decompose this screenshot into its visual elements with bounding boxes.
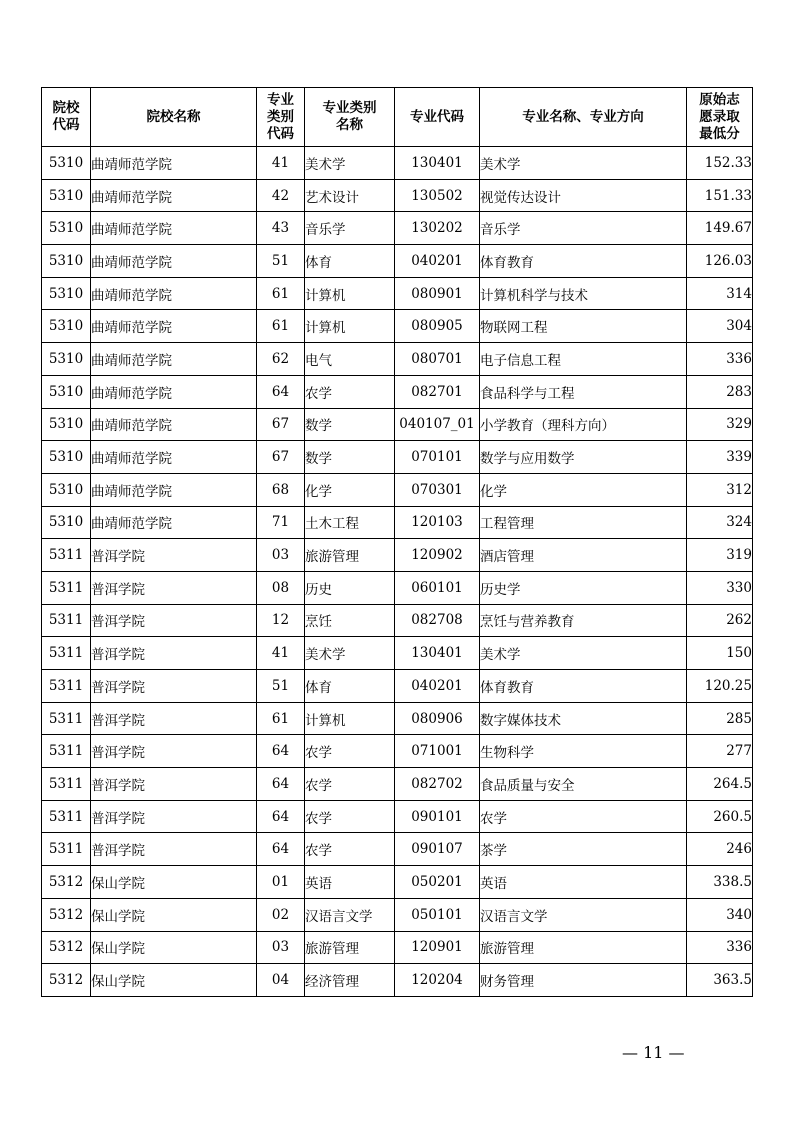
table-row — [42, 147, 753, 180]
cell-major-name: 计算机科学与技术 — [480, 277, 687, 310]
cell-major-code: 040201 — [395, 245, 480, 278]
table-row — [42, 768, 753, 801]
cell-min-score: 126.03 — [687, 245, 753, 278]
cell-category-code: 67 — [257, 441, 305, 474]
table-row — [42, 735, 753, 768]
table-row — [42, 441, 753, 474]
cell-major-name: 历史学 — [480, 571, 687, 604]
cell-min-score: 285 — [687, 702, 753, 735]
cell-category-code: 64 — [257, 735, 305, 768]
header-min-score: 原始志 愿录取 最低分 — [687, 88, 753, 147]
cell-school-code: 5310 — [42, 277, 91, 310]
cell-school-name: 曲靖师范学院 — [91, 147, 257, 180]
cell-category-name: 农学 — [305, 833, 395, 866]
cell-school-name: 曲靖师范学院 — [91, 310, 257, 343]
cell-school-name: 普洱学院 — [91, 735, 257, 768]
cell-school-name: 普洱学院 — [91, 571, 257, 604]
cell-category-code: 67 — [257, 408, 305, 441]
cell-category-name: 体育 — [305, 670, 395, 703]
cell-category-code: 42 — [257, 179, 305, 212]
cell-category-code: 51 — [257, 670, 305, 703]
cell-school-code: 5310 — [42, 441, 91, 474]
cell-school-code: 5310 — [42, 147, 91, 180]
cell-school-name: 普洱学院 — [91, 768, 257, 801]
cell-school-name: 曲靖师范学院 — [91, 212, 257, 245]
cell-school-code: 5310 — [42, 245, 91, 278]
cell-major-code: 090101 — [395, 800, 480, 833]
cell-category-code: 64 — [257, 375, 305, 408]
cell-min-score: 150 — [687, 637, 753, 670]
cell-category-name: 经济管理 — [305, 964, 395, 997]
cell-min-score: 319 — [687, 539, 753, 572]
cell-school-code: 5310 — [42, 212, 91, 245]
cell-school-name: 普洱学院 — [91, 670, 257, 703]
cell-major-code: 120204 — [395, 964, 480, 997]
header-category-name: 专业类别 名称 — [305, 88, 395, 147]
cell-min-score: 314 — [687, 277, 753, 310]
cell-category-code: 61 — [257, 277, 305, 310]
cell-school-code: 5310 — [42, 473, 91, 506]
cell-major-code: 130401 — [395, 637, 480, 670]
cell-school-name: 普洱学院 — [91, 604, 257, 637]
cell-min-score: 304 — [687, 310, 753, 343]
cell-min-score: 340 — [687, 898, 753, 931]
header-school-code: 院校 代码 — [42, 88, 91, 147]
cell-category-code: 64 — [257, 768, 305, 801]
cell-school-code: 5311 — [42, 833, 91, 866]
cell-category-name: 音乐学 — [305, 212, 395, 245]
cell-min-score: 283 — [687, 375, 753, 408]
cell-major-code: 130502 — [395, 179, 480, 212]
page-number: — 11 — — [622, 1043, 685, 1062]
cell-major-name: 美术学 — [480, 637, 687, 670]
cell-min-score: 324 — [687, 506, 753, 539]
cell-category-name: 数学 — [305, 441, 395, 474]
table-row — [42, 604, 753, 637]
cell-school-code: 5311 — [42, 670, 91, 703]
table-row — [42, 964, 753, 997]
cell-category-name: 美术学 — [305, 147, 395, 180]
cell-category-name: 英语 — [305, 866, 395, 899]
cell-school-name: 曲靖师范学院 — [91, 375, 257, 408]
cell-major-code: 082708 — [395, 604, 480, 637]
cell-school-name: 曲靖师范学院 — [91, 179, 257, 212]
cell-category-code: 08 — [257, 571, 305, 604]
cell-category-code: 64 — [257, 833, 305, 866]
cell-major-name: 食品质量与安全 — [480, 768, 687, 801]
cell-major-name: 美术学 — [480, 147, 687, 180]
cell-category-name: 艺术设计 — [305, 179, 395, 212]
cell-min-score: 336 — [687, 931, 753, 964]
cell-school-name: 普洱学院 — [91, 833, 257, 866]
cell-school-name: 曲靖师范学院 — [91, 343, 257, 376]
cell-min-score: 330 — [687, 571, 753, 604]
header-major-name: 专业名称、专业方向 — [480, 88, 687, 147]
cell-major-code: 120902 — [395, 539, 480, 572]
admission-score-table — [41, 87, 753, 997]
cell-school-name: 普洱学院 — [91, 702, 257, 735]
cell-category-code: 43 — [257, 212, 305, 245]
cell-school-code: 5311 — [42, 604, 91, 637]
cell-category-code: 41 — [257, 147, 305, 180]
cell-category-code: 64 — [257, 800, 305, 833]
cell-category-code: 51 — [257, 245, 305, 278]
cell-category-code: 61 — [257, 310, 305, 343]
table-row — [42, 800, 753, 833]
cell-category-name: 农学 — [305, 375, 395, 408]
table-row — [42, 637, 753, 670]
cell-category-code: 68 — [257, 473, 305, 506]
cell-school-code: 5310 — [42, 506, 91, 539]
cell-category-name: 农学 — [305, 800, 395, 833]
cell-major-name: 烹饪与营养教育 — [480, 604, 687, 637]
cell-category-name: 历史 — [305, 571, 395, 604]
cell-major-code: 120901 — [395, 931, 480, 964]
cell-major-code: 080901 — [395, 277, 480, 310]
cell-category-code: 03 — [257, 539, 305, 572]
cell-school-name: 曲靖师范学院 — [91, 506, 257, 539]
table-row — [42, 408, 753, 441]
cell-major-code: 070301 — [395, 473, 480, 506]
cell-min-score: 336 — [687, 343, 753, 376]
table-row — [42, 506, 753, 539]
cell-school-code: 5312 — [42, 931, 91, 964]
cell-school-code: 5311 — [42, 735, 91, 768]
cell-school-name: 保山学院 — [91, 898, 257, 931]
table-row — [42, 670, 753, 703]
cell-min-score: 152.33 — [687, 147, 753, 180]
cell-category-code: 12 — [257, 604, 305, 637]
table-header-row — [42, 88, 753, 147]
cell-category-name: 农学 — [305, 768, 395, 801]
cell-category-name: 计算机 — [305, 310, 395, 343]
cell-major-name: 农学 — [480, 800, 687, 833]
cell-school-name: 普洱学院 — [91, 800, 257, 833]
cell-school-code: 5310 — [42, 179, 91, 212]
cell-school-name: 曲靖师范学院 — [91, 408, 257, 441]
cell-category-name: 化学 — [305, 473, 395, 506]
cell-major-name: 旅游管理 — [480, 931, 687, 964]
cell-min-score: 329 — [687, 408, 753, 441]
cell-category-code: 41 — [257, 637, 305, 670]
cell-category-name: 数学 — [305, 408, 395, 441]
cell-school-code: 5312 — [42, 964, 91, 997]
cell-category-code: 02 — [257, 898, 305, 931]
table-row — [42, 473, 753, 506]
header-category-code: 专业 类别 代码 — [257, 88, 305, 147]
cell-major-code: 070101 — [395, 441, 480, 474]
cell-category-name: 电气 — [305, 343, 395, 376]
cell-school-code: 5311 — [42, 571, 91, 604]
cell-school-name: 保山学院 — [91, 931, 257, 964]
table-row — [42, 343, 753, 376]
header-major-code: 专业代码 — [395, 88, 480, 147]
cell-min-score: 260.5 — [687, 800, 753, 833]
header-school-name: 院校名称 — [91, 88, 257, 147]
table-row — [42, 702, 753, 735]
cell-major-code: 071001 — [395, 735, 480, 768]
cell-school-name: 普洱学院 — [91, 637, 257, 670]
cell-major-code: 130401 — [395, 147, 480, 180]
cell-major-code: 080701 — [395, 343, 480, 376]
cell-school-code: 5310 — [42, 343, 91, 376]
cell-major-name: 数学与应用数学 — [480, 441, 687, 474]
table-row — [42, 866, 753, 899]
cell-school-code: 5311 — [42, 800, 91, 833]
cell-category-code: 61 — [257, 702, 305, 735]
cell-school-name: 曲靖师范学院 — [91, 473, 257, 506]
cell-major-code: 130202 — [395, 212, 480, 245]
cell-min-score: 151.33 — [687, 179, 753, 212]
cell-school-code: 5310 — [42, 375, 91, 408]
cell-category-name: 体育 — [305, 245, 395, 278]
cell-category-name: 烹饪 — [305, 604, 395, 637]
cell-min-score: 312 — [687, 473, 753, 506]
table-row — [42, 277, 753, 310]
cell-major-code: 040107_01 — [395, 408, 480, 441]
cell-major-code: 090107 — [395, 833, 480, 866]
table-row — [42, 931, 753, 964]
cell-school-code: 5310 — [42, 310, 91, 343]
cell-school-name: 普洱学院 — [91, 539, 257, 572]
cell-school-code: 5311 — [42, 768, 91, 801]
cell-major-name: 视觉传达设计 — [480, 179, 687, 212]
cell-category-code: 62 — [257, 343, 305, 376]
cell-school-code: 5311 — [42, 702, 91, 735]
table-row — [42, 833, 753, 866]
cell-min-score: 363.5 — [687, 964, 753, 997]
cell-major-code: 050201 — [395, 866, 480, 899]
cell-major-name: 食品科学与工程 — [480, 375, 687, 408]
cell-major-code: 080906 — [395, 702, 480, 735]
cell-min-score: 338.5 — [687, 866, 753, 899]
cell-major-name: 汉语言文学 — [480, 898, 687, 931]
cell-category-code: 71 — [257, 506, 305, 539]
cell-major-code: 082701 — [395, 375, 480, 408]
cell-school-code: 5311 — [42, 539, 91, 572]
cell-major-code: 060101 — [395, 571, 480, 604]
table-row — [42, 571, 753, 604]
cell-category-code: 01 — [257, 866, 305, 899]
cell-major-name: 物联网工程 — [480, 310, 687, 343]
table-row — [42, 898, 753, 931]
cell-school-name: 保山学院 — [91, 964, 257, 997]
cell-major-code: 040201 — [395, 670, 480, 703]
cell-min-score: 120.25 — [687, 670, 753, 703]
table-row — [42, 212, 753, 245]
cell-category-name: 旅游管理 — [305, 539, 395, 572]
cell-major-name: 小学教育（理科方向） — [480, 408, 687, 441]
cell-min-score: 339 — [687, 441, 753, 474]
cell-major-name: 英语 — [480, 866, 687, 899]
cell-major-name: 体育教育 — [480, 245, 687, 278]
cell-school-code: 5311 — [42, 637, 91, 670]
cell-min-score: 246 — [687, 833, 753, 866]
cell-major-code: 082702 — [395, 768, 480, 801]
cell-major-name: 生物科学 — [480, 735, 687, 768]
table-row — [42, 179, 753, 212]
cell-category-name: 美术学 — [305, 637, 395, 670]
cell-major-name: 酒店管理 — [480, 539, 687, 572]
cell-major-code: 120103 — [395, 506, 480, 539]
cell-category-name: 汉语言文学 — [305, 898, 395, 931]
cell-major-name: 音乐学 — [480, 212, 687, 245]
cell-min-score: 277 — [687, 735, 753, 768]
cell-category-name: 农学 — [305, 735, 395, 768]
cell-min-score: 262 — [687, 604, 753, 637]
table-row — [42, 310, 753, 343]
cell-category-name: 计算机 — [305, 702, 395, 735]
cell-category-name: 土木工程 — [305, 506, 395, 539]
table-row — [42, 375, 753, 408]
cell-category-code: 03 — [257, 931, 305, 964]
cell-category-name: 计算机 — [305, 277, 395, 310]
cell-min-score: 264.5 — [687, 768, 753, 801]
table-row — [42, 245, 753, 278]
cell-major-code: 050101 — [395, 898, 480, 931]
cell-major-name: 数字媒体技术 — [480, 702, 687, 735]
cell-major-name: 化学 — [480, 473, 687, 506]
cell-school-code: 5312 — [42, 866, 91, 899]
table-body — [42, 147, 753, 997]
cell-school-name: 曲靖师范学院 — [91, 441, 257, 474]
cell-major-code: 080905 — [395, 310, 480, 343]
table-row — [42, 539, 753, 572]
cell-school-code: 5312 — [42, 898, 91, 931]
cell-major-name: 工程管理 — [480, 506, 687, 539]
cell-school-name: 保山学院 — [91, 866, 257, 899]
cell-major-name: 茶学 — [480, 833, 687, 866]
cell-major-name: 体育教育 — [480, 670, 687, 703]
cell-category-code: 04 — [257, 964, 305, 997]
cell-school-name: 曲靖师范学院 — [91, 277, 257, 310]
cell-major-name: 财务管理 — [480, 964, 687, 997]
cell-major-name: 电子信息工程 — [480, 343, 687, 376]
cell-category-name: 旅游管理 — [305, 931, 395, 964]
cell-min-score: 149.67 — [687, 212, 753, 245]
cell-school-code: 5310 — [42, 408, 91, 441]
cell-school-name: 曲靖师范学院 — [91, 245, 257, 278]
